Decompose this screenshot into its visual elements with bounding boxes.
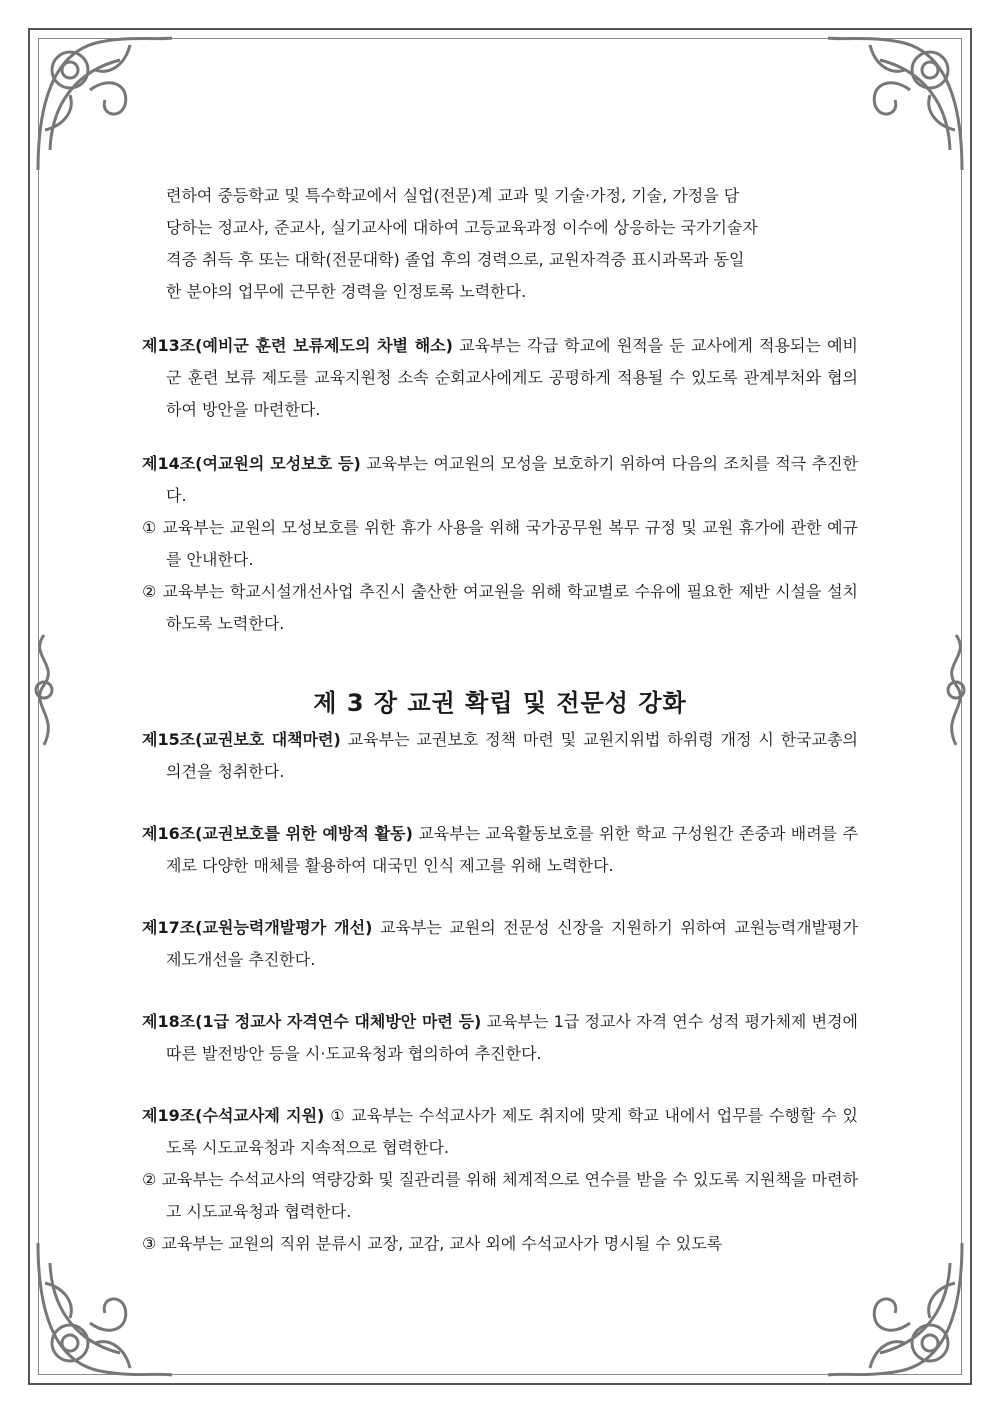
article-item: ③ 교육부는 교원의 직위 분류시 교장, 교감, 교사 외에 수석교사가 명시될 수 있도록 [142,1234,723,1253]
article-title: 제15조(교권보호 대책마련) [142,730,341,749]
article-13 [142,330,858,426]
article-text: 교육부는 교원의 전문성 신장을 지원하기 위하여 교원능력개발평가 제도개선을 추진한다. [166,918,859,969]
article-item: ② 교육부는 학교시설개선사업 추진시 출산한 여교원을 위해 학교별로 수유에 필요한 제반 시설을 설치하도록 노력한다. [142,582,858,633]
article-title: 제13조(예비군 훈련 보류제도의 차별 해소) [142,336,453,355]
article-16 [142,818,858,882]
side-ornament-icon [936,630,976,750]
corner-ornament-icon [30,30,180,180]
side-ornament-icon [24,630,64,750]
article-item: ② 교육부는 수석교사의 역량강화 및 질관리를 위해 체계적으로 연수를 받을 수 있도록 지원책을 마련하고 시도교육청과 협력한다. [142,1170,858,1221]
article-text: 교육부는 여교원의 모성을 보호하기 위하여 다음의 조치를 적극 추진한다. [166,454,858,505]
article-title: 제19조(수석교사제 지원) [142,1106,325,1125]
article-text: ① 교육부는 수석교사가 제도 취지에 맞게 학교 내에서 업무를 수행할 수 있도록 시도교육청과 지속적으로 협력한다. [166,1106,858,1157]
intro-line: 한 분야의 업무에 근무한 경력을 인정토록 노력한다. [166,282,527,301]
article-title: 제14조(여교원의 모성보호 등) [142,454,361,473]
corner-ornament-icon [820,30,970,180]
article-title: 제16조(교권보호를 위한 예방적 활동) [142,824,413,843]
article-19 [142,1100,858,1260]
article-title: 제17조(교원능력개발평가 개선) [142,918,373,937]
article-item: ① 교육부는 교원의 모성보호를 위한 휴가 사용을 위해 국가공무원 복무 규정 및 교원 휴가에 관한 예규를 안내한다. [142,518,858,569]
intro-line: 당하는 정교사, 준교사, 실기교사에 대하여 고등교육과정 이수에 상응하는 국가기술자 [166,218,758,237]
intro-line: 격증 취득 후 또는 대학(전문대학) 졸업 후의 경력으로, 교원자격증 표시과목과 동일 [166,250,745,269]
intro-paragraph [142,180,858,308]
chapter-heading: 제 3 장 교권 확립 및 전문성 강화 [313,689,687,717]
article-17 [142,912,858,976]
article-text: 교육부는 각급 학교에 원적을 둔 교사에게 적용되는 예비군 훈련 보류 제도를 교육지원청 소속 순회교사에게도 공평하게 적용될 수 있도록 관계부처와 협의하여 방안을 마련한다. [166,336,858,419]
article-title: 제18조(1급 정교사 자격연수 대체방안 마련 등) [142,1012,482,1031]
article-text: 교육부는 교권보호 정책 마련 및 교원지위법 하위령 개정 시 한국교총의 의견을 청취한다. [166,730,858,781]
article-text: 교육부는 교육활동보호를 위한 학교 구성원간 존중과 배려를 주제로 다양한 매체를 활용하여 대국민 인식 제고를 위해 노력한다. [166,824,858,875]
article-text: 교육부는 1급 정교사 자격 연수 성적 평가체제 변경에 따른 발전방안 등을 시·도교육청과 협의하여 추진한다. [166,1012,858,1063]
article-15 [142,724,858,788]
article-14 [142,448,858,640]
intro-line: 련하여 중등학교 및 특수학교에서 실업(전문)계 교과 및 기술·가정, 기술, 가정을 담 [166,186,740,205]
article-18 [142,1006,858,1070]
document-body [142,180,858,1260]
